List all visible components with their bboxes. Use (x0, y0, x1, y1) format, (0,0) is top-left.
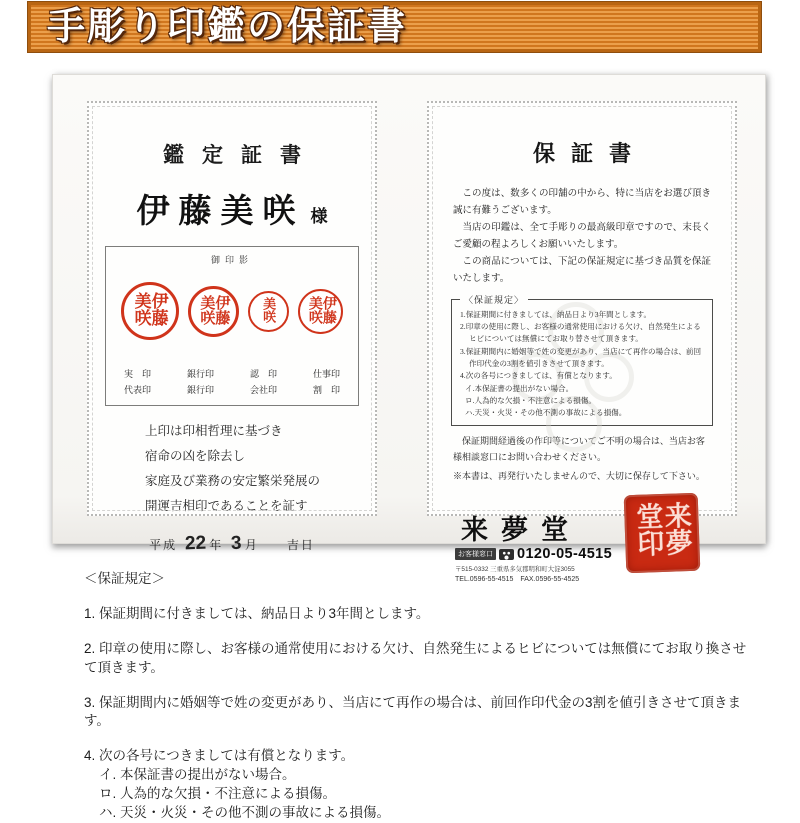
square-red-seal-icon (624, 493, 701, 574)
store-address: 〒515-0332 三重県多気郡明和町大淀3055 (455, 566, 575, 574)
regulation-item-4: 4. 次の各号につきましては有償となります。 (84, 748, 355, 764)
regulation-sub-item: ロ.人為的な欠損・不注意による損傷。 (465, 395, 596, 405)
regulations-heading: ＜保証規定＞ (84, 571, 165, 586)
statement-line: 家庭及び業務の安定繁栄発展の (145, 474, 321, 488)
round-red-seal-icon (121, 282, 179, 340)
seal-impressions-row (116, 278, 348, 344)
seal-characters: 伊藤美咲 (131, 292, 168, 326)
guarantee-notes (453, 434, 711, 484)
regulation-item-1: 1. 保証期間に付きましては、納品日より3年間とします。 (84, 605, 430, 621)
phone-line (455, 546, 635, 562)
tel-fax-line: TEL.0596-55-4515 FAX.0596-55-4525 (455, 576, 580, 584)
round-red-seal-icon (248, 291, 289, 332)
honorific-suffix: 様 (310, 207, 328, 226)
statement-line: 上印は印相哲理に基づき (145, 424, 283, 438)
seal-label: 仕事印 割 印 (312, 368, 340, 395)
appraisal-certificate (87, 101, 377, 555)
regulation-item: 4.次の各号につきましては、有償となります。 (460, 371, 617, 381)
certificates-photo (52, 74, 766, 584)
seal-labels-row (106, 366, 358, 398)
free-dial-icon (499, 549, 514, 560)
header-banner (28, 2, 761, 52)
guarantee-title: 保証書 (532, 141, 647, 166)
seal-impressions-box (105, 246, 359, 406)
regulation-item-3: 3. 保証期間内に婚姻等で姓の変更があり、当店にて再作の場合は、前回作印代金の3割を値引きさせて頂きます。 (84, 694, 742, 729)
page-title: 手彫り印鑑の保証書 (47, 6, 408, 48)
regulation-sub-list (99, 766, 750, 823)
regulation-sub-item: イ.本保証書の提出がない場合。 (465, 384, 574, 394)
seal-characters: 伊藤美咲 (306, 296, 336, 324)
store-name: 来夢堂 (461, 515, 581, 546)
note-paragraph: ※本書は、再発行いたしませんので、大切に保存して下さい。 (453, 471, 705, 482)
lucky-day-label: 吉日 (286, 538, 315, 552)
customer-desk-badge: お客様窓口 (455, 548, 496, 560)
seal-label: 実 印 代表印 (123, 368, 151, 395)
regulation-item: 1.保証期間に付きましては、納品日より3年間とします。 (460, 309, 652, 319)
customer-name: 伊藤美咲 (136, 194, 305, 230)
seal-box-label: 御印影 (210, 255, 253, 265)
note-paragraph: 保証期間経過後の作印等についてご不明の場合は、当店お客様相談窓口にお問い合わせください。 (453, 436, 705, 462)
certificate-date: 平成 22 年 3 月 吉日 (149, 532, 315, 555)
handwritten-month: 3 (230, 532, 243, 555)
statement-line: 開運吉相印であることを証す (145, 499, 308, 513)
regulation-sub-item-c: ハ. 天災・火災・その他不測の事故による損傷。 (99, 805, 391, 821)
regulation-sub-item: ハ.天災・火災・その他不測の事故による損傷。 (465, 407, 627, 417)
round-red-seal-icon (188, 286, 239, 337)
regulation-sub-items (460, 383, 704, 418)
appraisal-statement (145, 419, 375, 519)
guarantee-certificate (427, 101, 737, 584)
regulation-sub-item-b: ロ. 人為的な欠損・不注意による損傷。 (99, 786, 337, 802)
regulation-item: 2.印章の使用に際し、お客様の通常使用における欠け、自然発生によるヒビについては無償にてお取り替させて頂きます。 (460, 322, 701, 344)
guarantee-intro (453, 186, 711, 289)
appraisal-title: 鑑定証書 (163, 143, 319, 167)
statement-line: 宿命の凶を除去し (145, 449, 246, 463)
customer-name-row (89, 185, 375, 232)
intro-paragraph: この商品については、下記の保証規定に基づき品質を保証いたします。 (453, 257, 711, 285)
free-dial-number: 0120-05-4515 (517, 546, 613, 563)
seal-characters: 伊藤美咲 (198, 295, 230, 325)
seal-label: 銀行印 銀行印 (186, 368, 214, 395)
regulations-text-section (84, 570, 750, 823)
regulations-box (451, 294, 713, 427)
intro-paragraph: この度は、数多くの印舗の中から、特に当店をお選び頂き誠に有難うございます。 (453, 189, 711, 217)
intro-paragraph: 当店の印鑑は、全て手彫りの最高級印章ですので、末長くご愛顧の程よろしくお願いいたします。 (453, 223, 711, 251)
regulation-item-2: 2. 印章の使用に際し、お客様の通常使用における欠け、自然発生によるヒビについては無償にてお取り換させて頂きます。 (84, 640, 747, 675)
regulation-item: 3.保証期間内に婚姻等で姓の変更があり、当店にて再作の場合は、前回作印代金の3割を値引きさせて頂きます。 (460, 346, 702, 368)
regulations-box-legend: 〈保証規定〉 (460, 293, 528, 306)
regulation-sub-item-a: イ. 本保証書の提出がない場合。 (99, 767, 296, 783)
store-seal-characters: 来夢堂印 (631, 501, 693, 558)
regulations-items (460, 309, 704, 419)
round-red-seal-icon (298, 289, 343, 334)
seal-characters: 美咲 (261, 297, 277, 323)
handwritten-year: 22 (184, 532, 207, 555)
seal-label: 認 印 会社印 (249, 368, 277, 395)
